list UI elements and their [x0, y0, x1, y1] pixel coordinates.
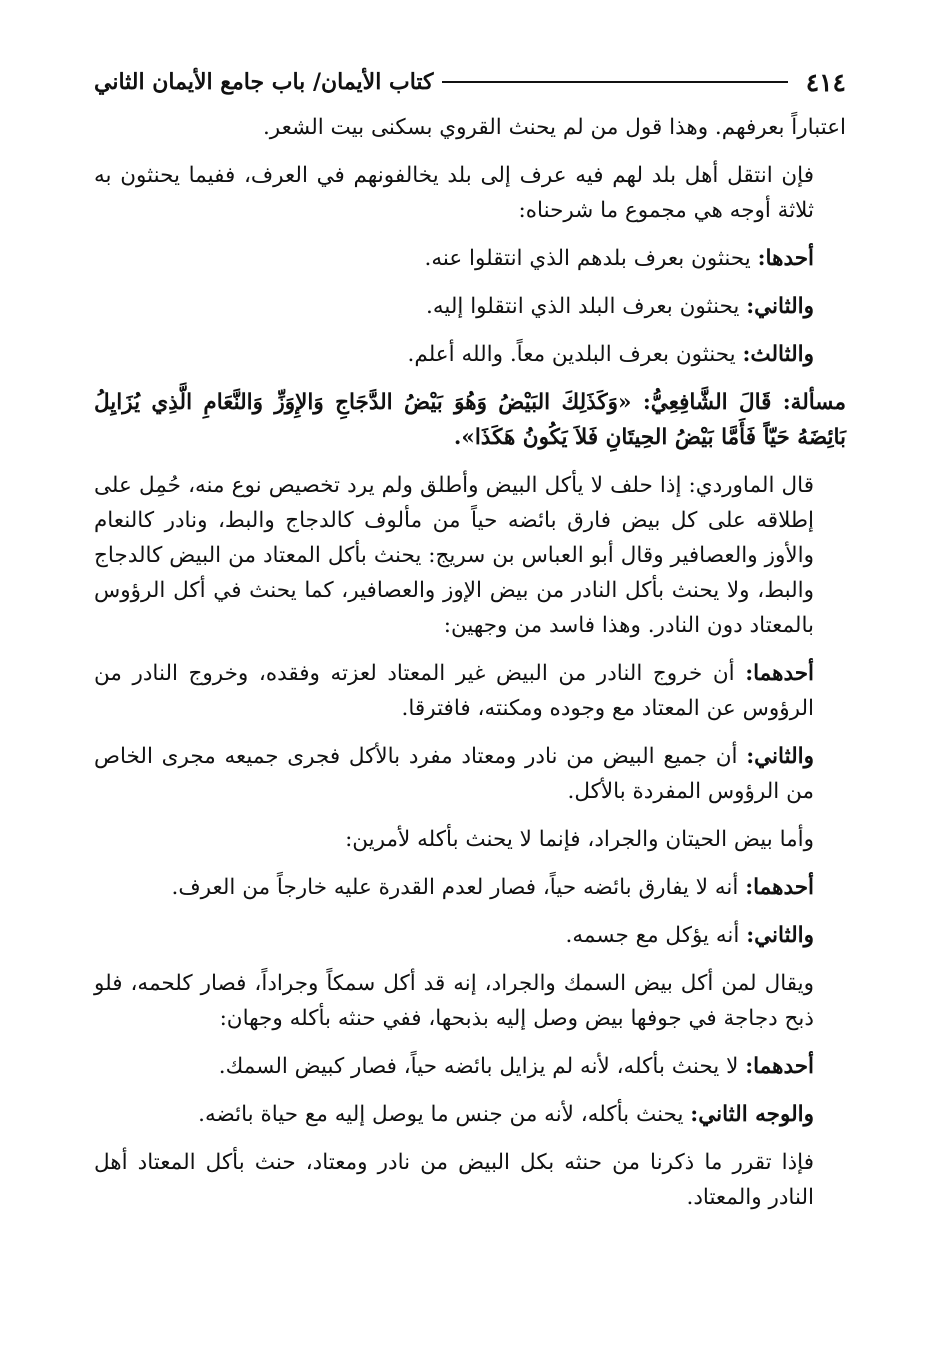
- paragraph-text: أن جميع البيض من نادر ومعتاد مفرد بالأكل فجرى جميعه مجرى الخاص من الرؤوس المفردة بالأكل.: [94, 744, 814, 804]
- paragraph: [94, 158, 846, 228]
- paragraph-lead: مسألة: قَالَ الشَّافِعِيُّ:: [642, 390, 846, 415]
- paragraph-lead: والوجه الثاني:: [690, 1102, 814, 1127]
- paragraph: [94, 241, 846, 276]
- header-rule: [442, 81, 788, 83]
- paragraph-text: يحنثون بعرف البلد الذي انتقلوا إليه.: [426, 294, 747, 319]
- paragraph-text: «وَكَذَلِكَ البَيْضُ وَهُوَ بَيْضُ الدَّجَاجِ وَالإِوَزِّ وَالنَّعَامِ الَّذِي يُزَايِلُ بَائِضَهُ حَيّاً فَأَمَّا بَيْضُ الحِيتَانِ فَلاَ يَكُونُ هَكَذَا».: [94, 390, 846, 450]
- paragraph-lead: والثاني:: [746, 744, 814, 769]
- paragraph-lead: والثالث:: [742, 342, 814, 367]
- paragraph-text: قال الماوردي: إذا حلف لا يأكل البيض وأطلق ولم يرد تخصيص نوع منه، حُمِل على إطلاقه على كل بيض فارق بائضه حياً من مألوف كالدجاج والبط، ونادر كالنعام والأوز والعصافير وقال أبو العباس بن سريج: يحنث بأكل المعتاد من البيض كالدجاج والبط، ولا يحنث بأكل النادر من بيض الإوز والعصافير، كما يحنث في أكل الرؤوس بالمعتاد دون النادر. وهذا فاسد من وجهين:: [94, 473, 814, 638]
- paragraph: [94, 1049, 846, 1084]
- paragraph: [94, 739, 846, 809]
- paragraph: [94, 822, 846, 857]
- running-title: كتاب الأيمان/ باب جامع الأيمان الثاني: [94, 69, 434, 95]
- paragraph-text: يحنثون بعرف البلدين معاً. والله أعلم.: [407, 342, 743, 367]
- paragraph: [94, 468, 846, 643]
- mas-ala-paragraph: [94, 385, 846, 455]
- page-header: [94, 62, 846, 102]
- paragraph: [94, 918, 846, 953]
- paragraph-text: ويقال لمن أكل بيض السمك والجراد، إنه قد أكل سمكاً وجراداً، فصار كلحمه، فلو ذبح دجاجة في جوفها بيض وصل إليه بذبحها، ففي حنثه بأكله وجهان:: [94, 971, 814, 1031]
- paragraph-lead: أحدهما:: [745, 661, 814, 686]
- page-number: ٤١٤: [805, 67, 846, 97]
- paragraph-lead: أحدها:: [757, 246, 814, 271]
- paragraph: [94, 1097, 846, 1132]
- paragraph-text: فإن انتقل أهل بلد لهم فيه عرف إلى بلد يخالفونهم في العرف، ففيما يحنثون به ثلاثة أوجه هي مجموع ما شرحناه:: [94, 163, 814, 223]
- paragraph-text: أنه لا يفارق بائضه حياً، فصار لعدم القدرة عليه خارجاً من العرف.: [171, 875, 746, 900]
- paragraph-text: لا يحنث بأكله، لأنه لم يزايل بائضه حياً، فصار كبيض السمك.: [218, 1054, 746, 1079]
- paragraph-lead: أحدهما:: [745, 875, 814, 900]
- paragraph: [94, 289, 846, 324]
- paragraph-text: اعتباراً بعرفهم. وهذا قول من لم يحنث القروي بسكنى بيت الشعر.: [262, 115, 846, 140]
- paragraph: [94, 337, 846, 372]
- paragraph: [94, 110, 846, 145]
- paragraph: [94, 656, 846, 726]
- paragraph: [94, 966, 846, 1036]
- paragraph-text: أنه يؤكل مع جسمه.: [565, 923, 747, 948]
- paragraph-text: فإذا تقرر ما ذكرنا من حنثه بكل البيض من نادر ومعتاد، حنث بأكل المعتاد أهل النادر والمعتاد.: [94, 1150, 814, 1210]
- paragraph: [94, 870, 846, 905]
- paragraph-text: يحنث بأكله، لأنه من جنس ما يوصل إليه مع حياة بائضه.: [198, 1102, 691, 1127]
- paragraph-text: يحنثون بعرف بلدهم الذي انتقلوا عنه.: [424, 246, 758, 271]
- paragraph-text: أن خروج النادر من البيض غير المعتاد لعزته وفقده، وخروج النادر من الرؤوس عن المعتاد مع وجوده ومكنته، فافترقا.: [94, 661, 814, 721]
- paragraph-lead: والثاني:: [746, 294, 814, 319]
- paragraph-lead: والثاني:: [746, 923, 814, 948]
- paragraph-lead: أحدهما:: [745, 1054, 814, 1079]
- paragraph: [94, 1145, 846, 1215]
- paragraph-text: وأما بيض الحيتان والجراد، فإنما لا يحنث بأكله لأمرين:: [345, 827, 814, 852]
- main-text: [94, 110, 846, 1215]
